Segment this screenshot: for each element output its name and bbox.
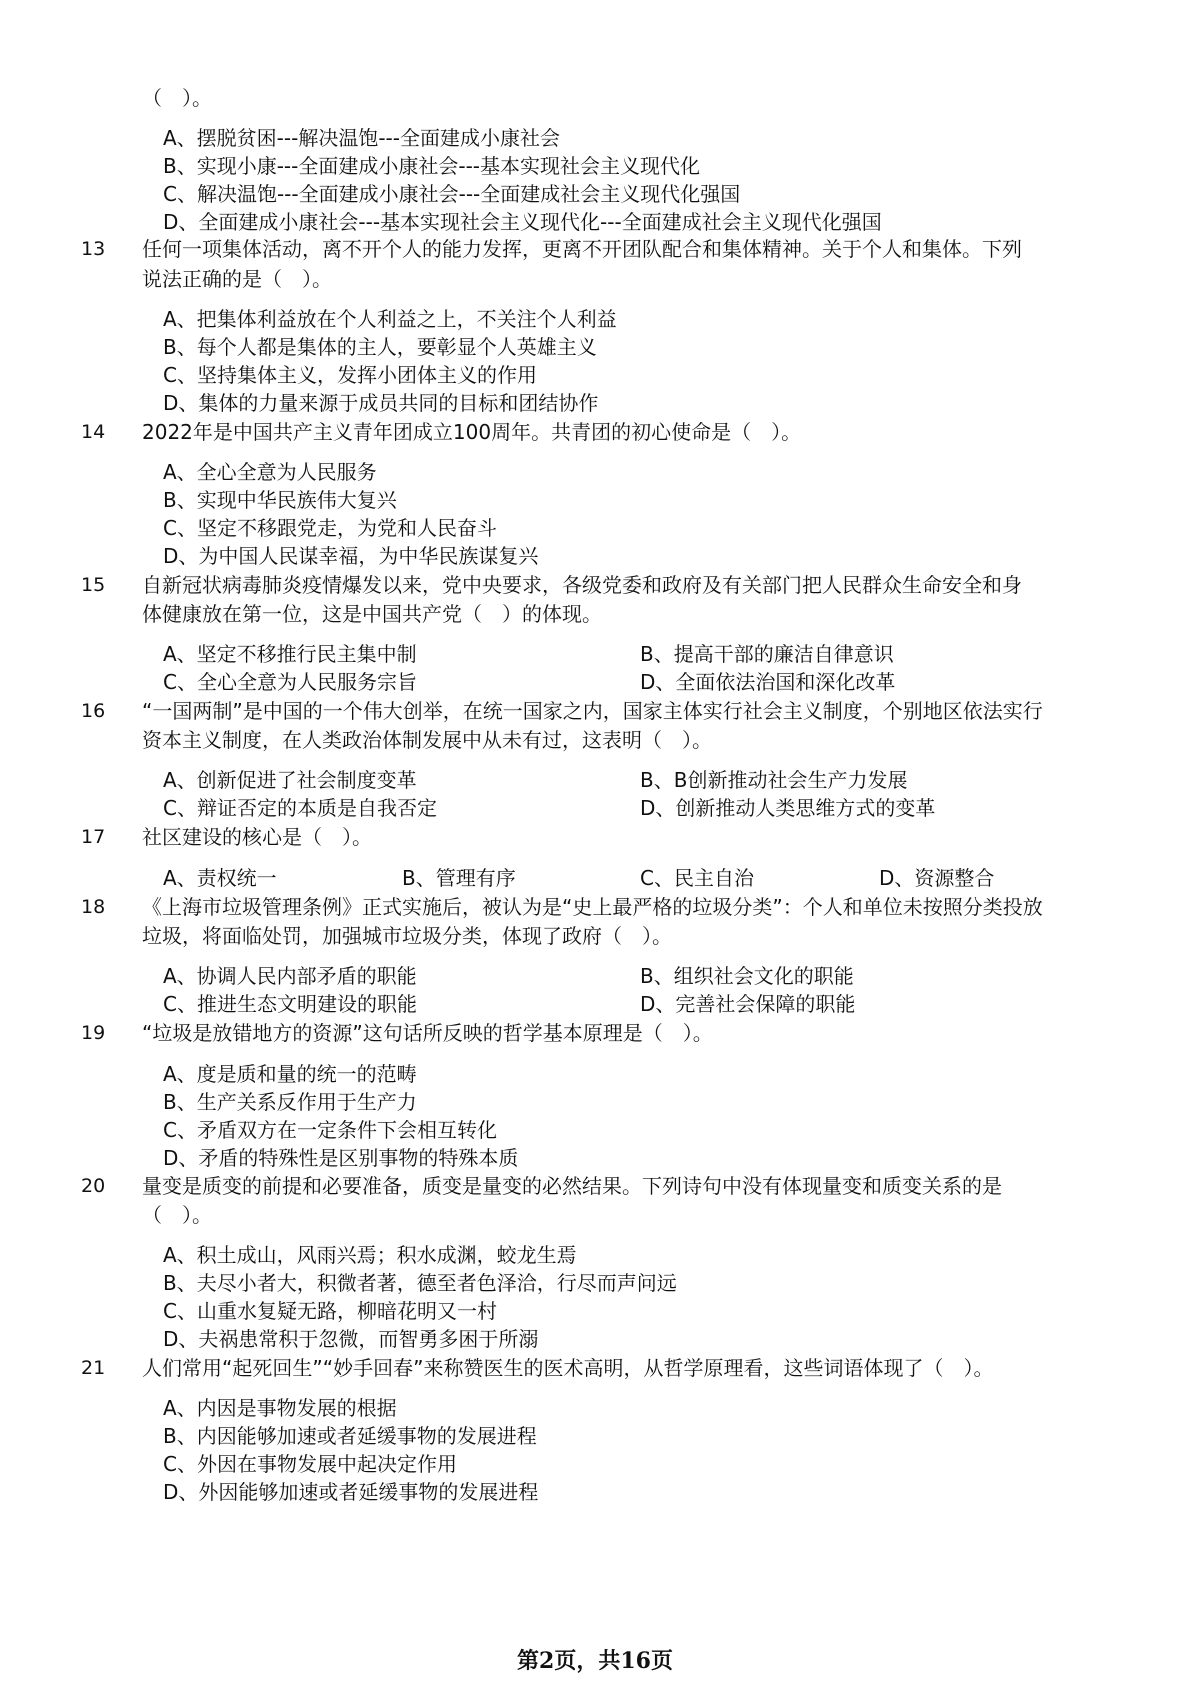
option-d: D、外因能够加速或者延缓事物的发展进程 <box>163 1480 539 1504</box>
option-a: A、责权统一 <box>163 866 277 890</box>
option-d: D、全面建成小康社会---基本实现社会主义现代化---全面建成社会主义现代化强国 <box>163 210 882 234</box>
option-a: A、内因是事物发展的根据 <box>163 1396 397 1420</box>
option-b: B、组织社会文化的职能 <box>640 964 854 988</box>
question-stem: （ ）。 <box>142 86 212 110</box>
option-d: D、资源整合 <box>879 866 995 890</box>
question-number: 14 <box>81 421 106 443</box>
option-a: A、积土成山，风雨兴焉；积水成渊，蛟龙生焉 <box>163 1243 577 1267</box>
question-number: 17 <box>81 826 106 848</box>
question-stem: 自新冠状病毒肺炎疫情爆发以来，党中央要求，各级党委和政府及有关部门把人民群众生命安全和身 <box>142 573 1022 597</box>
option-a: A、把集体利益放在个人利益之上，不关注个人利益 <box>163 307 617 331</box>
option-a: A、度是质和量的统一的范畴 <box>163 1062 417 1086</box>
option-d: D、集体的力量来源于成员共同的目标和团结协作 <box>163 391 599 415</box>
option-a: A、协调人民内部矛盾的职能 <box>163 964 417 988</box>
page-number-footer: 第2页，共16页 <box>517 1648 673 1674</box>
option-c: C、山重水复疑无路，柳暗花明又一村 <box>163 1299 497 1323</box>
option-d: D、创新推动人类思维方式的变革 <box>640 796 936 820</box>
option-b: B、B创新推动社会生产力发展 <box>640 768 908 792</box>
question-stem: 人们常用“起死回生”“妙手回春”来称赞医生的医术高明，从哲学原理看，这些词语体现了（ ）。 <box>142 1356 994 1380</box>
option-b: B、生产关系反作用于生产力 <box>163 1090 417 1114</box>
option-d: D、矛盾的特殊性是区别事物的特殊本质 <box>163 1146 519 1170</box>
option-c: C、解决温饱---全面建成小康社会---全面建成社会主义现代化强国 <box>163 182 741 206</box>
question-number: 18 <box>81 896 106 918</box>
option-b: B、内因能够加速或者延缓事物的发展进程 <box>163 1424 537 1448</box>
option-d: D、全面依法治国和深化改革 <box>640 670 896 694</box>
option-b: B、实现中华民族伟大复兴 <box>163 488 397 512</box>
option-b: B、管理有序 <box>402 866 516 890</box>
option-d: D、完善社会保障的职能 <box>640 992 856 1016</box>
question-number: 15 <box>81 574 106 596</box>
option-d: D、为中国人民谋幸福，为中华民族谋复兴 <box>163 544 539 568</box>
question-stem: 体健康放在第一位，这是中国共产党（ ）的体现。 <box>142 602 602 626</box>
question-stem: 垃圾，将面临处罚，加强城市垃圾分类，体现了政府（ ）。 <box>142 924 672 948</box>
question-stem: 任何一项集体活动，离不开个人的能力发挥，更离不开团队配合和集体精神。关于个人和集体。下列 <box>142 237 1022 261</box>
option-a: A、坚定不移推行民主集中制 <box>163 642 417 666</box>
question-number: 19 <box>81 1022 106 1044</box>
option-d: D、夫祸患常积于忽微，而智勇多困于所溺 <box>163 1327 539 1351</box>
question-stem: （ ）。 <box>142 1203 212 1227</box>
question-number: 13 <box>81 238 106 260</box>
option-c: C、全心全意为人民服务宗旨 <box>163 670 417 694</box>
question-number: 16 <box>81 700 106 722</box>
question-number: 21 <box>81 1357 106 1379</box>
option-c: C、外因在事物发展中起决定作用 <box>163 1452 457 1476</box>
option-c: C、推进生态文明建设的职能 <box>163 992 417 1016</box>
option-c: C、民主自治 <box>640 866 754 890</box>
question-stem: 《上海市垃圾管理条例》正式实施后，被认为是“史上最严格的垃圾分类”：个人和单位未按照分类投放 <box>142 895 1043 919</box>
option-b: B、夫尽小者大，积微者著，德至者色泽洽，行尽而声问远 <box>163 1271 677 1295</box>
option-b: B、每个人都是集体的主人，要彰显个人英雄主义 <box>163 335 597 359</box>
question-stem: 资本主义制度，在人类政治体制发展中从未有过，这表明（ ）。 <box>142 728 712 752</box>
question-number: 20 <box>81 1175 106 1197</box>
option-b: B、提高干部的廉洁自律意识 <box>640 642 894 666</box>
option-a: A、创新促进了社会制度变革 <box>163 768 417 792</box>
question-stem: 2022年是中国共产主义青年团成立100周年。共青团的初心使命是（ ）。 <box>142 420 802 444</box>
option-a: A、摆脱贫困---解决温饱---全面建成小康社会 <box>163 126 560 150</box>
option-c: C、坚持集体主义，发挥小团体主义的作用 <box>163 363 537 387</box>
option-c: C、矛盾双方在一定条件下会相互转化 <box>163 1118 497 1142</box>
question-stem: 社区建设的核心是（ ）。 <box>142 825 372 849</box>
question-stem: “一国两制”是中国的一个伟大创举，在统一国家之内，国家主体实行社会主义制度，个别地区依法实行 <box>142 699 1043 723</box>
option-c: C、坚定不移跟党走，为党和人民奋斗 <box>163 516 497 540</box>
option-c: C、辩证否定的本质是自我否定 <box>163 796 437 820</box>
option-b: B、实现小康---全面建成小康社会---基本实现社会主义现代化 <box>163 154 701 178</box>
option-a: A、全心全意为人民服务 <box>163 460 377 484</box>
question-stem: “垃圾是放错地方的资源”这句话所反映的哲学基本原理是（ ）。 <box>142 1021 713 1045</box>
question-stem: 量变是质变的前提和必要准备，质变是量变的必然结果。下列诗句中没有体现量变和质变关系的是 <box>142 1174 1002 1198</box>
question-stem: 说法正确的是（ ）。 <box>142 267 332 291</box>
